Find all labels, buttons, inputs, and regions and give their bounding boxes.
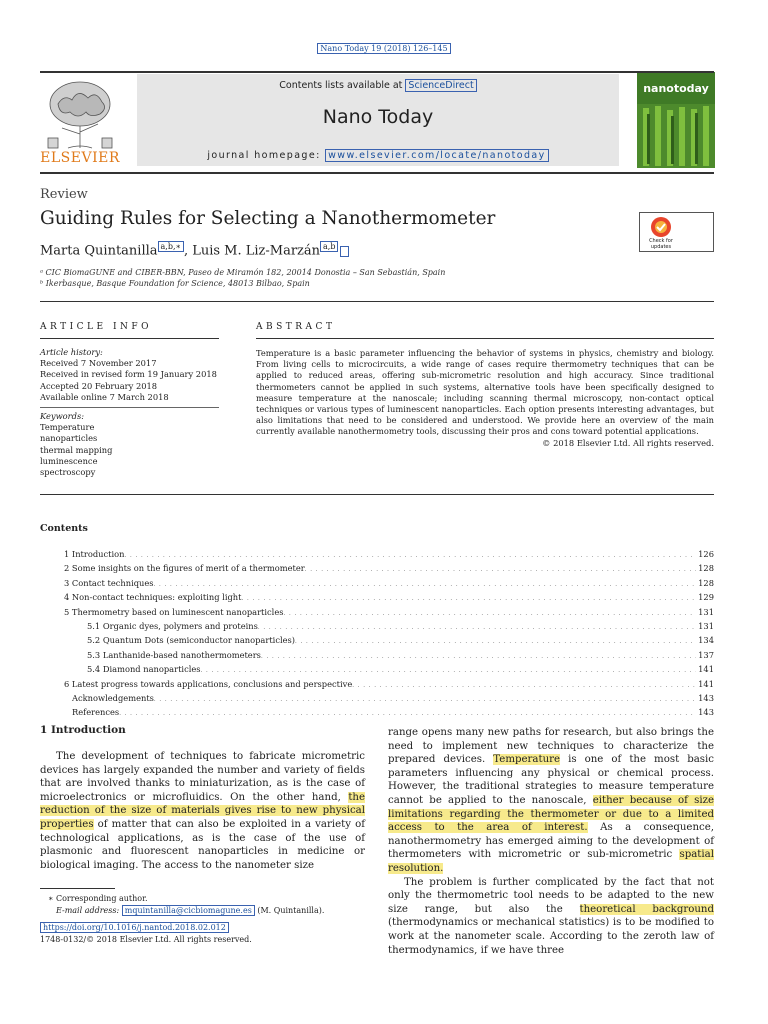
abstract-bottom-rule [40,494,714,495]
abstract-heading: ABSTRACT [256,322,336,332]
toc-page: 128 [698,563,714,574]
email-line: E-mail address: mquintanilla@cicbiomagune.es (M. Quintanilla). [56,905,325,915]
history-revised: Received in revised form 19 January 2018 [40,369,217,380]
toc-label: 5.1 Organic dyes, polymers and proteins [87,621,258,632]
toc-entry[interactable] [64,692,714,706]
toc-label: References [72,707,120,718]
toc-label: 6 Latest progress towards applications, conclusions and perspective [64,678,353,689]
toc-page: 131 [698,621,714,632]
journal-citation[interactable] [0,44,768,53]
article-title: Guiding Rules for Selecting a Nanothermometer [40,208,496,229]
abstract-body [256,348,714,449]
homepage-link[interactable]: www.elsevier.com/locate/nanotoday [325,149,549,162]
contents-available-line [137,80,619,91]
abstract-rule [256,338,714,339]
toc-label: 2 Some insights on the figures of merit of a thermometer [64,563,305,574]
issn-line: 1748-0132/© 2018 Elsevier Ltd. All rights reserved. [40,934,252,944]
keyword: Temperature [40,422,95,433]
toc-entry[interactable] [64,678,714,692]
keyword: thermal mapping [40,444,113,455]
history-received: Received 7 November 2017 [40,358,157,369]
history-label: Article history: [40,347,103,357]
contents-prefix: Contents lists available at [279,80,406,91]
toc-label: Acknowledgements [72,693,154,704]
cover-art-icon [637,104,715,168]
keyword: spectroscopy [40,467,96,478]
affiliation-a: ᵃ CIC BiomaGUNE and CIBER-BBN, Paseo de Miramón 182, 20014 Donostia – San Sebastián, Spain [40,268,446,277]
author-liz-marzan: Luis M. Liz-Marzán [192,243,321,259]
history-online: Available online 7 March 2018 [40,391,169,402]
article-type: Review [40,187,88,202]
publisher-name: ELSEVIER [40,150,120,166]
toc-page: 143 [698,707,714,718]
check-updates-label: Check for updates [649,238,673,250]
doi-line [40,922,370,934]
highlighted-text: theoretical background [579,903,714,915]
journal-banner [137,74,619,166]
author-list: Marta Quintanilla $^{a,b,∗}$ , Luis M. Liz-Marzán $^{a,b}$ [40,242,349,258]
toc-entry[interactable] [64,577,714,591]
toc-page: 137 [698,649,714,660]
history-accepted: Accepted 20 February 2018 [40,380,158,391]
toc-entry[interactable] [64,548,714,562]
toc-entry[interactable] [64,706,714,720]
toc-label: 4 Non-contact techniques: exploiting light [64,592,242,603]
toc-page: 141 [698,664,714,675]
abstract-copyright: © 2018 Elsevier Ltd. All rights reserved. [542,437,714,448]
toc-label: 5 Thermometry based on luminescent nanoparticles [64,606,284,617]
toc-label: 5.3 Lanthanide-based nanothermometers [87,649,261,660]
author1-affiliation-link[interactable]: a,b,∗ [158,241,184,252]
toc-page: 128 [698,577,714,588]
toc-entry[interactable] [64,620,714,634]
author2-affiliation-link[interactable]: a,b [320,241,338,252]
intro-paragraph-1-cont: range opens many new paths for research, but also brings the need to implement new techniques to characterize the prepared devices. Temperature is one of the most basic parameters influencing any physical or chemical process. However, the traditional strategies to measure temperature cannot be applied to the nanoscale, either because of size limitations regarding the thermometer or due to a limited access to the area of interest. As a consequence, nanothermometry has emerged aiming to the development of thermometers with micrometric or sub-micrometric spatial resolution. [388,727,714,874]
keyword: nanoparticles [40,433,98,444]
section-heading-introduction: 1 Introduction [40,724,126,736]
corresponding-author-note: ∗ Corresponding author. [48,894,148,903]
journal-homepage [137,150,619,161]
citation-link[interactable]: Nano Today 19 (2018) 126–145 [317,43,450,54]
toc-page: 126 [698,549,714,559]
elsevier-logo [40,76,120,166]
toc-entry[interactable] [64,591,714,605]
contents-heading: Contents [40,523,88,534]
toc-page: 143 [698,693,714,704]
highlighted-text: Temperature [493,754,561,766]
article-info-heading: ARTICLE INFO [40,322,153,332]
toc-page: 129 [698,592,714,603]
toc-entry[interactable] [64,562,714,576]
highlighted-text: either because of size limitations regarding the thermometer or due to a limited access to the area of interest. [388,794,714,834]
keywords-rule [40,407,219,408]
toc-entry[interactable] [64,663,714,677]
footnote [40,893,370,945]
cover-title: nanotoday [643,82,709,95]
article-info [40,347,220,478]
toc-page: 134 [698,635,714,646]
affiliation-b: ᵇ Ikerbasque, Basque Foundation for Science, 48013 Bilbao, Spain [40,279,310,288]
doi-link[interactable]: https://doi.org/10.1016/j.nantod.2018.02.012 [40,922,229,933]
intro-paragraph-2: The problem is further complicated by the fact that not only the thermometric tool needs to be adapted to the new size range, but also the theoretical background (thermodynamics or mechanical statistics) is to be modified to work at the nanometer scale. According to the zeroth law of thermodynamics, if we have three [388,876,714,956]
header-bottom-rule [40,172,714,174]
author-quintanilla: Marta Quintanilla [40,243,158,259]
keyword: luminescence [40,455,98,466]
body-column-right [388,726,714,957]
journal-name: Nano Today [322,106,434,128]
toc-page: 141 [698,678,714,689]
highlighted-text: the reduction of the size of materials gives rise to new physical properties [40,791,365,830]
journal-cover-image [637,72,715,168]
article-info-rule [40,338,219,339]
toc-entry[interactable] [64,606,714,620]
title-divider [40,301,714,302]
header-top-rule [40,71,714,73]
toc-entry[interactable] [64,634,714,648]
highlighted-text: spatial resolution. [388,849,714,874]
homepage-prefix: journal homepage: [207,150,326,161]
toc-label: 5.2 Quantum Dots (semiconductor nanoparticles) [87,635,296,646]
footnote-rule [40,888,115,889]
abstract-text: Temperature is a basic parameter influencing the behavior of systems in physics, chemistry and biology. From living cells to microcircuits, a wide range of cases require thermometry techniques that can be applied to reduced areas, offering sub-micrometric resolution and high accuracy. Since traditional thermometers cannot be applied in such systems, alternative tools have been specifically designed to measure temperature at the nanoscale; including scanning thermal microscopy, non-contact optical techniques or various types of luminescent nanoparticles. Each option presents interesting advantages, but also limitations that need to be considered and understood. We provide here an overview of the main currently available nanothermometry tools, discussing their pros and cons toward potential applications. [256,348,714,437]
sciencedirect-link[interactable]: ScienceDirect [405,79,476,92]
toc-page: 131 [698,606,714,617]
toc-label: 1 Introduction [64,549,125,559]
toc-label: 3 Contact techniques [64,577,154,588]
body-column-left [40,750,365,872]
toc-entry[interactable] [64,649,714,663]
table-of-contents [64,548,714,721]
keywords-label: Keywords: [40,411,85,422]
intro-paragraph-1: The development of techniques to fabricate micrometric devices has largely expanded the number and variety of fields that are involved thanks to miniaturization, as is the case of microelectronics or microfluidics. On the other hand, the reduction of the size of materials gives rise to new physical properties of matter that can also be exploited in a variety of technological applications, as is the case of the use of plasmonic and fluorescent nanoparticles in medicine or biological imaging. The access to the nanometer size [40,751,365,871]
toc-label: 5.4 Diamond nanoparticles [87,664,201,675]
check-updates-icon [649,216,673,238]
email-link[interactable]: mquintanilla@cicbiomagune.es [122,905,255,916]
check-for-updates-button[interactable] [639,212,714,252]
